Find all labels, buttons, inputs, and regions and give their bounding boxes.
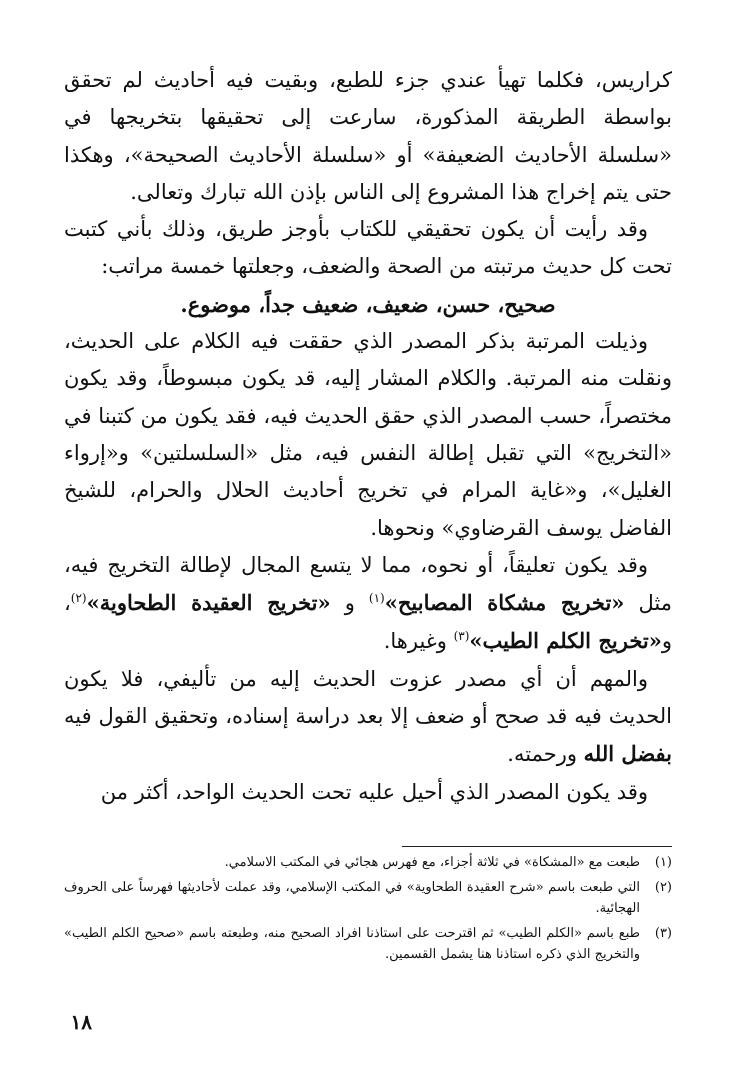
grades-line: صحيح، حسن، ضعيف، ضعيف جداً، موضوع.: [180, 291, 556, 317]
footnote-text: طبعت مع «المشكاة» في ثلاثة أجزاء، مع فهرس هجائي في المكتب الاسلامي.: [224, 855, 640, 870]
footnote-1: [64, 852, 672, 873]
paragraph-4: [64, 547, 672, 661]
paragraph-2: وقد رأيت أن يكون تحقيقي للكتاب بأوجز طريق، وذلك بأني كتبت تحت كل حديث مرتبته من الصحة والضعف، وجعلتها خمسة مراتب:: [64, 217, 672, 279]
footnote-number: (١): [654, 855, 672, 870]
reference-mishkat: «تخريج مشكاة المصابيح»: [384, 590, 625, 616]
reference-tahawiyya: «تخريج العقيدة الطحاوية»: [86, 590, 331, 616]
footnotes: [64, 852, 672, 969]
page-number: ١٨: [70, 1010, 92, 1034]
paragraph-5-tail: ورحمته.: [507, 742, 584, 767]
footnote-2: [64, 877, 672, 919]
footnote-text: طبع باسم «الكلم الطيب» ثم اقترحت على استاذنا افراد الصحيح منه، وطبعته باسم «صحيح الكلم الطيب» والتخريج الذي ذكره استاذنا هنا يشمل القسمين.: [64, 926, 640, 962]
footnote-marker-2: (٢): [70, 591, 87, 606]
paragraph-5: [64, 661, 672, 774]
footnote-number: (٢): [654, 880, 672, 895]
reference-kalim-tayyib: «تخريج الكلم الطيب»: [469, 628, 662, 654]
footnote-number: (٣): [654, 926, 672, 941]
footnote-3: [64, 923, 672, 965]
footnote-marker-3: (٣): [453, 629, 470, 644]
footnote-marker-1: (١): [368, 591, 385, 606]
paragraph-5-text: والمهم أن أي مصدر عزوت الحديث إليه من تأليفي، فلا يكون الحديث فيه قد صحح أو ضعف إلا بعد دراسة إسناده، وتحقيق القول فيه: [64, 666, 672, 729]
paragraph-4-tail: وغيرها.: [383, 629, 454, 654]
footnote-text: التي طبعت باسم «شرح العقيدة الطحاوية» في المكتب الإسلامي، وقد عملت لأحاديثها فهرساً على الحروف الهجائية.: [64, 880, 640, 916]
paragraph-4-intro: وقد يكون تعليقاً، أو نحوه، مما لا يتسع المجال لإطالة التخريج فيه، مثل: [64, 552, 672, 616]
connector-and: و: [330, 591, 369, 616]
paragraph-3: وذيلت المرتبة بذكر المصدر الذي حققت فيه الكلام على الحديث، ونقلت منه المرتبة. والكلام المشار إليه، قد يكون مبسوطاً، وقد يكون مختصراً، حسب المصدر الذي حقق الحديث فيه، فقد يكون من كتبنا في «التخريج» التي تقبل إطالة النفس فيه، مثل «السلسلتين» و«إرواء الغليل»، و«غاية المرام في تخريج أحاديث الحلال والحرام، للشيخ الفاضل يوسف القرضاوي» ونحوها.: [64, 329, 672, 540]
main-text: [64, 62, 672, 811]
connector-comma: ، و: [64, 591, 672, 654]
footnote-divider: [402, 846, 672, 847]
paragraph-5-bold: بفضل الله: [583, 741, 672, 767]
paragraph-6: وقد يكون المصدر الذي أحيل عليه تحت الحديث الواحد، أكثر من: [100, 779, 648, 804]
paragraph-1: كراريس، فكلما تهيأ عندي جزء للطبع، وبقيت فيه أحاديث لم تحقق بواسطة الطريقة المذكورة، سارعت إلى تحقيقها بتخريجها في «سلسلة الأحاديث الضعيفة» أو «سلسلة الأحاديث الصحيحة»، وهكذا حتى يتم إخراج هذا المشروع إلى الناس بإذن الله تبارك وتعالى.: [64, 68, 672, 204]
